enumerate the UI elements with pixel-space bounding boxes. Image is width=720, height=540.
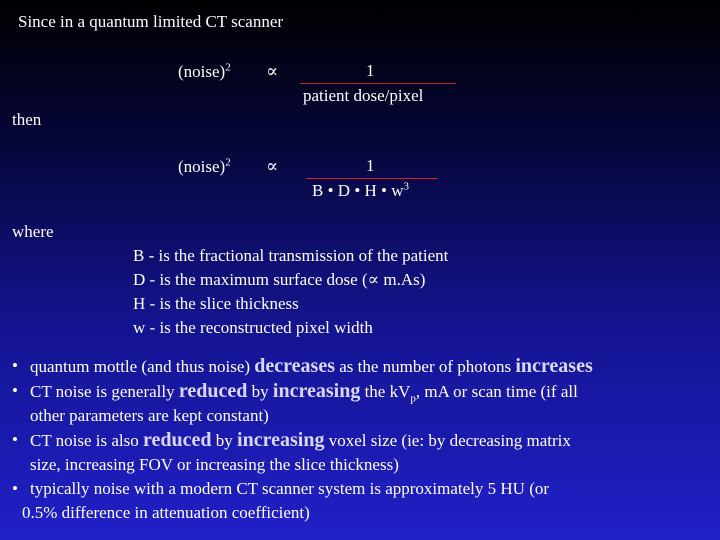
- keyword-decreases: decreases: [254, 355, 335, 377]
- eq2-denominator-base: B • D • H • w: [312, 181, 404, 200]
- eq2-numerator: 1: [366, 156, 375, 175]
- eq2-lhs: [178, 157, 231, 177]
- definition-w: w - is the reconstructed pixel width: [133, 318, 373, 337]
- bullet-text: voxel size (ie: by decreasing matrix: [324, 431, 571, 450]
- eq2-denominator: [312, 181, 409, 201]
- bullet-text: quantum mottle (and thus noise): [30, 357, 255, 376]
- bullet-text: CT noise is generally: [30, 382, 179, 401]
- bullet-text: as the number of photons: [335, 357, 516, 376]
- then-label: then: [12, 110, 42, 129]
- bullet-list: [12, 354, 712, 525]
- bullet-text: CT noise is also: [30, 431, 144, 450]
- definitions-list: [133, 244, 448, 340]
- keyword-increasing: increasing: [237, 429, 325, 451]
- bullet-marker: •: [12, 479, 18, 498]
- definition-d: D - is the maximum surface dose (∝ m.As): [133, 270, 426, 289]
- eq1-lhs: [178, 62, 231, 82]
- eq2-lhs-exponent: 2: [225, 156, 231, 169]
- eq2-denominator-exponent: 3: [403, 180, 410, 193]
- eq2-proportional-symbol: ∝: [266, 156, 279, 176]
- intro-text: Since in a quantum limited CT scanner: [18, 12, 284, 31]
- bullet-marker: •: [12, 356, 18, 375]
- eq1-fraction-line: [300, 83, 456, 84]
- eq1-proportional-symbol: ∝: [266, 61, 279, 81]
- keyword-increasing: increasing: [272, 380, 361, 402]
- bullet-marker: •: [12, 381, 18, 400]
- bullet-text-continued: size, increasing FOV or increasing the slice thickness): [30, 455, 399, 474]
- eq1-numerator: 1: [366, 61, 375, 80]
- kvp-subscript: p: [410, 392, 416, 405]
- bullet-item: [12, 354, 712, 379]
- bullet-item: [12, 379, 712, 428]
- keyword-reduced: reduced: [143, 429, 212, 451]
- bullet-text-continued: 0.5% difference in attenuation coefficient): [22, 503, 310, 522]
- eq2-lhs-base: (noise): [178, 157, 226, 176]
- bullet-text: , mA or scan time (if all: [415, 382, 578, 401]
- definition-b: B - is the fractional transmission of the patient: [133, 246, 449, 265]
- bullet-marker: •: [12, 430, 18, 449]
- bullet-text-continued: other parameters are kept constant): [30, 406, 269, 425]
- bullet-text: the kV: [360, 382, 411, 401]
- eq1-lhs-base: (noise): [178, 62, 226, 81]
- eq1-lhs-exponent: 2: [225, 61, 231, 74]
- bullet-text: by: [211, 431, 238, 450]
- bullet-item: [12, 428, 712, 477]
- eq1-denominator: patient dose/pixel: [303, 86, 424, 105]
- keyword-increases: increases: [515, 355, 593, 377]
- bullet-item: [12, 477, 712, 525]
- eq2-fraction-line: [306, 178, 438, 179]
- definition-h: H - is the slice thickness: [133, 294, 299, 313]
- bullet-text: by: [247, 382, 273, 401]
- where-label: where: [12, 222, 54, 241]
- bullet-text: typically noise with a modern CT scanner system is approximately 5 HU (or: [30, 479, 550, 498]
- keyword-reduced: reduced: [178, 380, 248, 402]
